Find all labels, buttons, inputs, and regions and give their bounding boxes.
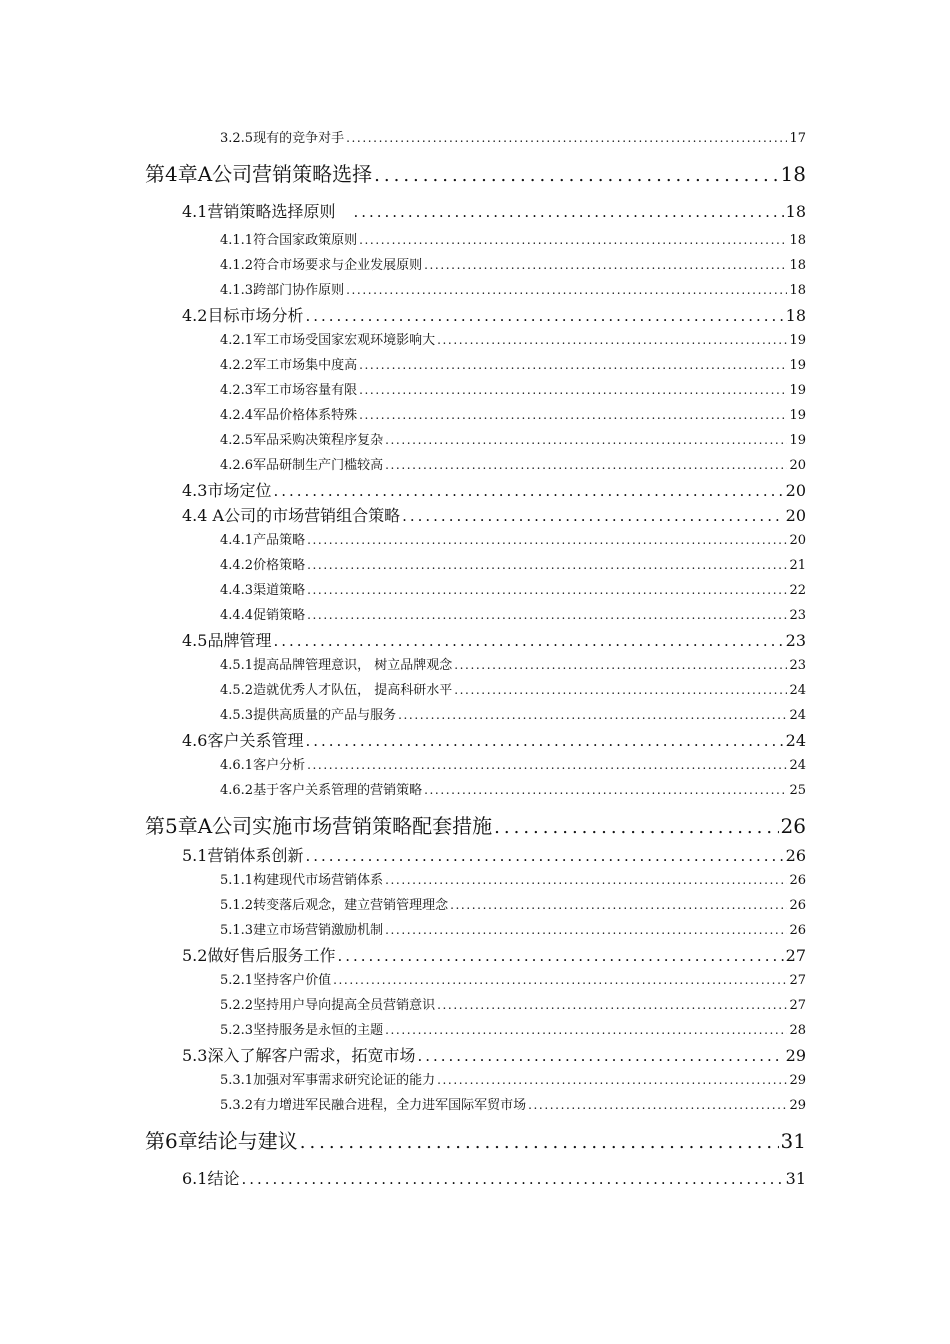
toc-entry-label: 4.1营销策略选择原则 <box>182 202 352 221</box>
toc-entry-label: 4.5.3提供高质量的产品与服务 <box>220 708 397 723</box>
toc-entry-5-2-2[interactable] <box>220 993 806 1018</box>
toc-entry-page: 27 <box>789 973 806 988</box>
dot-leader <box>402 504 784 529</box>
toc-entry-page: 26 <box>780 814 806 838</box>
toc-entry-page: 23 <box>789 608 806 623</box>
toc-entry-4-5-3[interactable] <box>220 703 806 728</box>
toc-entry-page: 26 <box>785 846 806 865</box>
toc-entry-label: 5.3.2有力增进军民融合进程，全力进军国际军贸市场 <box>220 1098 527 1113</box>
toc-entry-page: 31 <box>785 1169 806 1188</box>
toc-entry-label: 4.2.1军工市场受国家宏观环境影响大 <box>220 333 436 348</box>
toc-entry-page: 26 <box>789 898 806 913</box>
toc-entry-page: 27 <box>785 946 806 965</box>
dot-leader <box>337 944 783 969</box>
dot-leader <box>305 304 783 329</box>
toc-entry-page: 26 <box>789 873 806 888</box>
toc-entry-label: 4.4.4促销策略 <box>220 608 306 623</box>
toc-entry-label: 第6章结论与建议 <box>145 1129 298 1153</box>
toc-entry-3-2-5[interactable] <box>220 126 806 151</box>
toc-entry-page: 20 <box>785 481 806 500</box>
toc-entry-4-2-2[interactable] <box>220 353 806 378</box>
toc-entry-4-2-6[interactable] <box>220 453 806 478</box>
toc-entry-page: 24 <box>789 683 806 698</box>
dot-leader <box>437 993 787 1018</box>
toc-entry-page: 24 <box>785 731 806 750</box>
toc-entry-page: 19 <box>789 383 806 398</box>
toc-entry-4-1-2[interactable] <box>220 253 806 278</box>
toc-entry-label: 4.1.3跨部门协作原则 <box>220 283 345 298</box>
toc-section-5-1[interactable] <box>182 843 806 868</box>
toc-chapter-4[interactable] <box>145 157 806 191</box>
toc-entry-label: 4.6.2基于客户关系管理的营销策略 <box>220 783 423 798</box>
toc-entry-label: 5.2.1坚持客户价值 <box>220 973 332 988</box>
dot-leader <box>307 578 787 603</box>
toc-entry-label: 5.1.1构建现代市场营销体系 <box>220 873 384 888</box>
dot-leader <box>398 703 787 728</box>
toc-entry-label: 6.1结论 <box>182 1169 240 1188</box>
toc-entry-label: 5.2做好售后服务工作 <box>182 946 336 965</box>
toc-entry-5-1-1[interactable] <box>220 868 806 893</box>
toc-entry-4-4-4[interactable] <box>220 603 806 628</box>
toc-entry-page: 29 <box>785 1046 806 1065</box>
toc-entry-page: 20 <box>785 506 806 525</box>
toc-entry-4-6-2[interactable] <box>220 778 806 803</box>
toc-section-4-1[interactable] <box>182 199 806 224</box>
toc-entry-label: 4.4.1产品策略 <box>220 533 306 548</box>
toc-entry-label: 4.2目标市场分析 <box>182 306 304 325</box>
toc-entry-page: 29 <box>789 1073 806 1088</box>
toc-entry-label: 4.1.2符合市场要求与企业发展原则 <box>220 258 423 273</box>
toc-entry-page: 18 <box>780 162 806 186</box>
toc-entry-5-1-3[interactable] <box>220 918 806 943</box>
dot-leader <box>359 403 787 428</box>
dot-leader <box>450 893 787 918</box>
toc-entry-4-4-1[interactable] <box>220 528 806 553</box>
dot-leader <box>454 653 787 678</box>
toc-chapter-6[interactable] <box>145 1124 806 1158</box>
dot-leader <box>241 1167 783 1192</box>
toc-entry-label: 4.5品牌管理 <box>182 631 272 650</box>
toc-entry-5-1-2[interactable] <box>220 893 806 918</box>
dot-leader <box>346 278 787 303</box>
toc-section-4-5[interactable] <box>182 628 806 653</box>
toc-section-5-3[interactable] <box>182 1043 806 1068</box>
toc-entry-4-2-1[interactable] <box>220 328 806 353</box>
toc-entry-page: 19 <box>789 333 806 348</box>
toc-entry-page: 26 <box>789 923 806 938</box>
dot-leader <box>333 968 787 993</box>
toc-chapter-5[interactable] <box>145 809 806 843</box>
toc-entry-label: 4.2.5军品采购决策程序复杂 <box>220 433 384 448</box>
dot-leader <box>424 778 787 803</box>
dot-leader <box>417 1044 783 1069</box>
toc-entry-label: 5.3深入了解客户需求，拓宽市场 <box>182 1046 416 1065</box>
toc-section-6-1[interactable] <box>182 1166 806 1191</box>
toc-entry-label: 4.6客户关系管理 <box>182 731 304 750</box>
dot-leader <box>346 126 787 151</box>
dot-leader <box>307 603 787 628</box>
toc-entry-label: 5.1.3建立市场营销激励机制 <box>220 923 384 938</box>
toc-entry-4-2-4[interactable] <box>220 403 806 428</box>
dot-leader <box>385 428 787 453</box>
dot-leader <box>359 228 787 253</box>
dot-leader <box>305 729 783 754</box>
dot-leader <box>494 811 778 845</box>
toc-entry-label: 5.2.2坚持用户导向提高全员营销意识 <box>220 998 436 1013</box>
toc-section-5-2[interactable] <box>182 943 806 968</box>
toc-entry-page: 23 <box>785 631 806 650</box>
toc-entry-page: 18 <box>789 283 806 298</box>
toc-entry-5-3-1[interactable] <box>220 1068 806 1093</box>
toc-entry-page: 19 <box>789 358 806 373</box>
toc-entry-page: 27 <box>789 998 806 1013</box>
dot-leader <box>359 353 787 378</box>
toc-entry-page: 21 <box>789 558 806 573</box>
toc-section-4-2[interactable] <box>182 303 806 328</box>
toc-entry-page: 19 <box>789 433 806 448</box>
toc-entry-label: 4.2.2军工市场集中度高 <box>220 358 358 373</box>
toc-entry-page: 19 <box>789 408 806 423</box>
toc-entry-label: 4.1.1符合国家政策原则 <box>220 233 358 248</box>
dot-leader <box>307 553 787 578</box>
dot-leader <box>424 253 787 278</box>
table-of-contents <box>0 126 950 1191</box>
dot-leader <box>374 159 778 193</box>
toc-entry-label: 4.5.1提高品牌管理意识， 树立品牌观念 <box>220 658 453 673</box>
toc-entry-5-2-3[interactable] <box>220 1018 806 1043</box>
toc-entry-label: 第5章A公司实施市场营销策略配套措施 <box>145 814 493 838</box>
toc-entry-page: 18 <box>785 306 806 325</box>
toc-entry-page: 20 <box>789 533 806 548</box>
dot-leader <box>528 1093 787 1118</box>
dot-leader <box>385 453 787 478</box>
toc-entry-page: 18 <box>785 202 806 221</box>
toc-entry-label: 第4章A公司营销策略选择 <box>145 162 373 186</box>
toc-entry-4-2-5[interactable] <box>220 428 806 453</box>
dot-leader <box>273 479 783 504</box>
toc-entry-4-4-2[interactable] <box>220 553 806 578</box>
dot-leader <box>385 1018 787 1043</box>
toc-section-4-6[interactable] <box>182 728 806 753</box>
toc-entry-4-1-1[interactable] <box>220 228 806 253</box>
toc-entry-page: 20 <box>789 458 806 473</box>
toc-entry-label: 4.2.4军品价格体系特殊 <box>220 408 358 423</box>
dot-leader <box>454 678 787 703</box>
toc-entry-label: 4.6.1客户分析 <box>220 758 306 773</box>
toc-entry-label: 3.2.5现有的竞争对手 <box>220 131 345 146</box>
toc-entry-label: 5.2.3坚持服务是永恒的主题 <box>220 1023 384 1038</box>
toc-entry-page: 17 <box>789 131 806 146</box>
dot-leader <box>437 328 787 353</box>
toc-entry-page: 18 <box>789 258 806 273</box>
toc-entry-label: 4.2.6军品研制生产门槛较高 <box>220 458 384 473</box>
toc-entry-label: 4.2.3军工市场容量有限 <box>220 383 358 398</box>
dot-leader <box>437 1068 787 1093</box>
toc-entry-label: 4.3市场定位 <box>182 481 272 500</box>
toc-entry-label: 5.3.1加强对军事需求研究论证的能力 <box>220 1073 436 1088</box>
toc-entry-page: 31 <box>780 1129 806 1153</box>
toc-entry-label: 5.1营销体系创新 <box>182 846 304 865</box>
toc-entry-4-5-2[interactable] <box>220 678 806 703</box>
toc-entry-4-1-3[interactable] <box>220 278 806 303</box>
dot-leader <box>353 200 783 225</box>
toc-entry-page: 18 <box>789 233 806 248</box>
toc-entry-page: 24 <box>789 708 806 723</box>
dot-leader <box>359 378 787 403</box>
toc-entry-label: 4.4.3渠道策略 <box>220 583 306 598</box>
toc-entry-4-4-3[interactable] <box>220 578 806 603</box>
toc-entry-page: 23 <box>789 658 806 673</box>
dot-leader <box>305 844 783 869</box>
dot-leader <box>300 1126 779 1160</box>
toc-entry-page: 29 <box>789 1098 806 1113</box>
toc-entry-label: 4.4 A公司的市场营销组合策略 <box>182 506 401 525</box>
dot-leader <box>307 753 787 778</box>
toc-entry-4-5-1[interactable] <box>220 653 806 678</box>
toc-entry-5-2-1[interactable] <box>220 968 806 993</box>
toc-entry-label: 4.4.2价格策略 <box>220 558 306 573</box>
toc-entry-4-2-3[interactable] <box>220 378 806 403</box>
toc-section-4-4[interactable] <box>182 503 806 528</box>
toc-section-4-3[interactable] <box>182 478 806 503</box>
toc-entry-4-6-1[interactable] <box>220 753 806 778</box>
toc-entry-5-3-2[interactable] <box>220 1093 806 1118</box>
toc-entry-page: 28 <box>789 1023 806 1038</box>
dot-leader <box>273 629 783 654</box>
toc-entry-page: 24 <box>789 758 806 773</box>
dot-leader <box>307 528 787 553</box>
toc-entry-label: 4.5.2造就优秀人才队伍， 提高科研水平 <box>220 683 453 698</box>
toc-entry-page: 22 <box>789 583 806 598</box>
toc-entry-label: 5.1.2转变落后观念，建立营销管理理念 <box>220 898 449 913</box>
dot-leader <box>385 868 787 893</box>
toc-entry-page: 25 <box>789 783 806 798</box>
dot-leader <box>385 918 787 943</box>
